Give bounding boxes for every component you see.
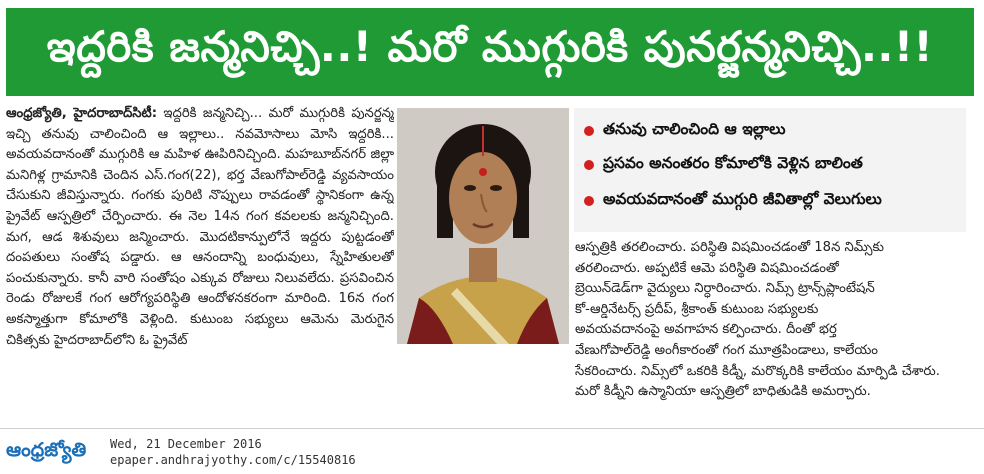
logo-text: ఆంధ్రజ్యోతి: [6, 438, 87, 461]
headline: ఇద్దరికి జన్మనిచ్చి..! మరో ముగ్గురికి పునర్జన్మనిచ్చి..!!: [46, 22, 934, 71]
highlight-item: [584, 190, 882, 212]
highlight-text: అవయవదానంతో ముగ్గురి జీవితాల్లో వెలుగులు: [603, 190, 882, 208]
highlight-item: [584, 120, 785, 142]
article-left-column: [6, 104, 394, 422]
article-line: వేణుగోపాల్‌రెడ్డి అంగీకారంతో గంగ మూత్రపిండాలు, కాలేయం: [575, 342, 878, 358]
byline: ఆంధ్రజ్యోతి, హైదరాబాద్‌సిటీ:: [6, 106, 157, 121]
footer-divider: [0, 428, 984, 429]
article-right-column: [575, 238, 971, 422]
article-line: తరలించారు. అప్పటికే ఆమె పరిస్థితి విషమించడంతో: [575, 260, 839, 276]
edition-meta: [110, 436, 356, 468]
portrait-illustration: [397, 108, 569, 344]
andhrajyothy-logo: [6, 437, 102, 467]
edition-date: Wed, 21 December 2016: [110, 437, 262, 451]
edition-url[interactable]: epaper.andhrajyothy.com/c/15540816: [110, 453, 356, 467]
highlights-box: [574, 108, 966, 232]
article-body-left: ఇద్దరికి జన్మనిచ్చి... మరో ముగ్గురికి పునర్జన్మ ఇచ్చి తనువు చాలించింది ఆ ఇల్లాలు.. నవమోసాలు మోసి ఇద్దరికి... అవయవదానంతో ముగ్గురికి ఆ మహిళ ఊపిరినిచ్చింది. మహబూబ్‌నగర్ జిల్లా మనిగిళ్ల గ్రామానికి చెందిన ఎస్.గంగ(22), భర్త వేణుగోపాల్‌రెడ్డి వ్యవసాయం చేసుకుని జీవిస్తున్నారు. గంగకు పురిటి నొప్పులు రావడంతో స్థానికంగా ఉన్న ప్రైవేట్ ఆస్పత్రిలో చేర్పించారు. ఈ నెల 14న గంగ కవలలకు జన్మనిచ్చింది. మగ, ఆడ శిశువులు జన్మించారు. మొదటికాన్పులోనే ఇద్దరు పుట్టడంతో దంపతులు సంతోష పడ్డారు. ఆ ఆనందాన్ని బంధువులు, స్నేహితులతో పంచుకున్నారు. కానీ వారి సంతోషం ఎక్కువ రోజులు నిలువలేదు. ప్రసవించిన రెండు రోజులకే గంగ ఆరోగ్యపరిస్థితి ఆందోళనకరంగా మారింది. 16న గంగ అకస్మాత్తుగా కోమాలోకి వెళ్లింది. కుటుంబ సభ్యులు ఆమెను మెరుగైన చికిత్సకు హైదరాబాద్‌లోని ఓ ప్రైవేట్: [6, 106, 394, 348]
article-line: కో-ఆర్డినేటర్స్ ప్రదీప్, శ్రీకాంత్ కుటుంబ సభ్యులకు: [575, 301, 819, 317]
article-line: ఆస్పత్రికి తరలించారు. పరిస్థితి విషమించడంతో 18న నిమ్స్‌కు: [575, 240, 884, 255]
headline-banner: [6, 8, 974, 96]
bullet-dot-icon: [584, 126, 594, 136]
article-line: అవయవదానంపై అవగాహన కల్పించారు. దీంతో భర్త: [575, 322, 837, 338]
bullet-dot-icon: [584, 196, 594, 206]
highlight-item: [584, 154, 863, 176]
article-line: సేకరించారు. నిమ్స్‌లో ఒకరికి కిడ్నీ, మరొక్కరికి కాలేయం మార్పిడి చేశారు.: [575, 363, 940, 379]
highlight-text: తనువు చాలించింది ఆ ఇల్లాలు: [603, 120, 786, 138]
article-line: బ్రెయిన్‌డెడ్‌గా వైద్యులు నిర్ధారించారు. నిమ్స్ ట్రాన్స్‌ప్లాంటేషన్: [575, 281, 875, 297]
article-line: మరో కిడ్నీని ఉస్మానియా ఆస్పత్రిలో బాధితుడికి అమర్చారు.: [575, 384, 871, 400]
portrait-photo: [397, 108, 569, 344]
highlight-text: ప్రసవం అనంతరం కోమాలోకి వెళ్లిన బాలింత: [603, 154, 863, 172]
bullet-dot-icon: [584, 160, 594, 170]
